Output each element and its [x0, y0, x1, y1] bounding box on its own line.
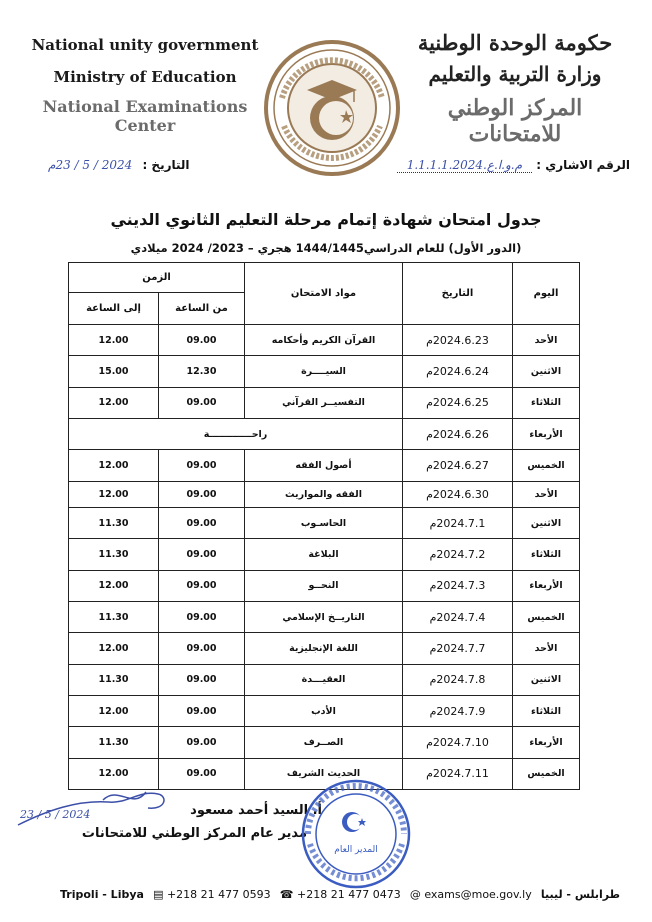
table-row [69, 695, 580, 726]
cell-subject: أصول الفقه [245, 450, 403, 481]
cell-date: 2024.7.8م [403, 664, 513, 695]
exam-schedule-table [68, 262, 580, 790]
cell-date: 2024.7.1م [403, 507, 513, 538]
footer-email-value[interactable]: exams@moe.gov.ly [424, 888, 532, 901]
cell-date: 2024.7.11م [403, 758, 513, 789]
footer-phone [280, 888, 401, 901]
cell-day: الأربعاء [513, 418, 580, 449]
cell-day: الثلاثاء [513, 539, 580, 570]
cell-to: 12.00 [69, 758, 159, 789]
ministry-seal-logo [262, 38, 402, 178]
cell-subject: الحديث الشريف [245, 758, 403, 789]
cell-to: 15.00 [69, 356, 159, 387]
table-row [69, 356, 580, 387]
footer-email [410, 888, 532, 901]
header-to: إلى الساعة [69, 293, 159, 325]
cell-to: 12.00 [69, 695, 159, 726]
cell-subject: الصــرف [245, 727, 403, 758]
table-row [69, 325, 580, 356]
cell-day: الخميس [513, 601, 580, 632]
header-day: اليوم [513, 263, 580, 325]
cell-subject: اللغة الإنجليزية [245, 633, 403, 664]
document-date [42, 158, 190, 172]
cell-subject: الأدب [245, 695, 403, 726]
cell-date: 2024.6.25م [403, 387, 513, 418]
cell-to: 12.00 [69, 450, 159, 481]
schedule-subtitle: (الدور الأول) للعام الدراسي1444/1445 هجري – 2023/ 2024 ميلادي [130, 241, 522, 255]
email-icon: @ [409, 888, 421, 901]
cell-day: الأربعاء [513, 570, 580, 601]
header-en-line2: Ministry of Education [53, 68, 237, 86]
cell-from: 09.00 [159, 450, 245, 481]
table-row [69, 633, 580, 664]
cell-to: 11.30 [69, 727, 159, 758]
phone-icon: ☎ [279, 888, 294, 901]
cell-from: 09.00 [159, 664, 245, 695]
header-en-line3: National Examinations Center [42, 97, 248, 135]
schedule-title: جدول امتحان شهادة إتمام مرحلة التعليم الثانوي الديني [110, 210, 542, 229]
cell-date: 2024.7.7م [403, 633, 513, 664]
footer-city-en: Tripoli - Libya [60, 888, 144, 901]
table-row [69, 727, 580, 758]
cell-date: 2024.6.23م [403, 325, 513, 356]
cell-subject: النحــو [245, 570, 403, 601]
cell-day: الخميس [513, 758, 580, 789]
signatory-position: مدير عام المركز الوطني للامتحانات [81, 826, 307, 841]
date-value: 2024 / 5 / 23م [48, 158, 133, 172]
cell-day: الاثنين [513, 356, 580, 387]
header-ar-line1: حكومة الوحدة الوطنية [417, 30, 613, 55]
footer [60, 888, 620, 901]
cell-subject: البلاغة [245, 539, 403, 570]
cell-to: 12.00 [69, 633, 159, 664]
footer-city-ar: طرابلس - ليبيا [540, 888, 620, 901]
cell-subject: القرآن الكريم وأحكامه [245, 325, 403, 356]
cell-subject: العقيـــدة [245, 664, 403, 695]
table-row [69, 601, 580, 632]
cell-day: الأربعاء [513, 727, 580, 758]
cell-from: 09.00 [159, 727, 245, 758]
cell-date: 2024.7.9م [403, 695, 513, 726]
table-row [69, 664, 580, 695]
table-row [69, 481, 580, 507]
cell-from: 09.00 [159, 539, 245, 570]
header-date: التاريخ [403, 263, 513, 325]
cell-from: 09.00 [159, 507, 245, 538]
header-ar-line2: وزارة التربية والتعليم [428, 62, 602, 86]
cell-to: 11.30 [69, 601, 159, 632]
reference-value: م.و.ا.ع.1.1.1.1.2024 [397, 158, 532, 173]
reference-label: الرقم الاشاري : [536, 158, 630, 172]
cell-date: 2024.7.2م [403, 539, 513, 570]
cell-day: الثلاثاء [513, 387, 580, 418]
cell-date: 2024.6.27م [403, 450, 513, 481]
cell-subject: التفسيــر القرآني [245, 387, 403, 418]
cell-subject: الحاسـوب [245, 507, 403, 538]
cell-from: 09.00 [159, 481, 245, 507]
table-row [69, 387, 580, 418]
reference-number [397, 158, 630, 172]
footer-fax-value: +218 21 477 0593 [166, 888, 271, 901]
table-row [69, 450, 580, 481]
date-label: التاريخ : [142, 158, 190, 172]
signatory-name: أ. السيد أحمد مسعود [190, 803, 322, 818]
cell-date: 2024.6.30م [403, 481, 513, 507]
cell-day: الخميس [513, 450, 580, 481]
cell-from: 09.00 [159, 758, 245, 789]
cell-to: 12.00 [69, 387, 159, 418]
cell-from: 12.30 [159, 356, 245, 387]
cell-to: 11.30 [69, 664, 159, 695]
handwritten-date: 23 / 5 / 2024 [20, 808, 91, 821]
cell-subject: السيــــرة [245, 356, 403, 387]
cell-to: 12.00 [69, 325, 159, 356]
cell-day: الأحد [513, 481, 580, 507]
cell-from: 09.00 [159, 387, 245, 418]
cell-day: الاثنين [513, 664, 580, 695]
fax-icon: ▤ [153, 888, 164, 901]
table-row [69, 507, 580, 538]
cell-date: 2024.7.4م [403, 601, 513, 632]
header-time: الزمن [69, 263, 245, 293]
cell-from: 09.00 [159, 570, 245, 601]
cell-date: 2024.7.3م [403, 570, 513, 601]
footer-phone-value: +218 21 477 0473 [297, 888, 401, 901]
cell-day: الأحد [513, 633, 580, 664]
cell-to: 12.00 [69, 570, 159, 601]
cell-to: 11.30 [69, 539, 159, 570]
cell-to: 12.00 [69, 481, 159, 507]
header-subject: مواد الامتحان [245, 263, 403, 325]
cell-rest: راحـــــــــــــة [69, 418, 403, 449]
cell-day: الثلاثاء [513, 695, 580, 726]
cell-from: 09.00 [159, 633, 245, 664]
cell-from: 09.00 [159, 601, 245, 632]
header-from: من الساعة [159, 293, 245, 325]
cell-day: الأحد [513, 325, 580, 356]
cell-subject: التاريــخ الإسلامي [245, 601, 403, 632]
cell-from: 09.00 [159, 325, 245, 356]
cell-day: الاثنين [513, 507, 580, 538]
official-stamp [300, 778, 412, 890]
footer-fax [153, 888, 271, 901]
cell-date: 2024.7.10م [403, 727, 513, 758]
cell-to: 11.30 [69, 507, 159, 538]
table-row [69, 539, 580, 570]
table-row [69, 570, 580, 601]
table-row [69, 418, 580, 449]
header-ar-line3: المركز الوطني للامتحانات [447, 95, 583, 147]
cell-from: 09.00 [159, 695, 245, 726]
cell-subject: الفقه والمواريث [245, 481, 403, 507]
header-en-line1: National unity government [31, 36, 259, 54]
stamp-center-text: المدير العام [334, 845, 378, 855]
cell-date: 2024.6.24م [403, 356, 513, 387]
cell-date: 2024.6.26م [403, 418, 513, 449]
